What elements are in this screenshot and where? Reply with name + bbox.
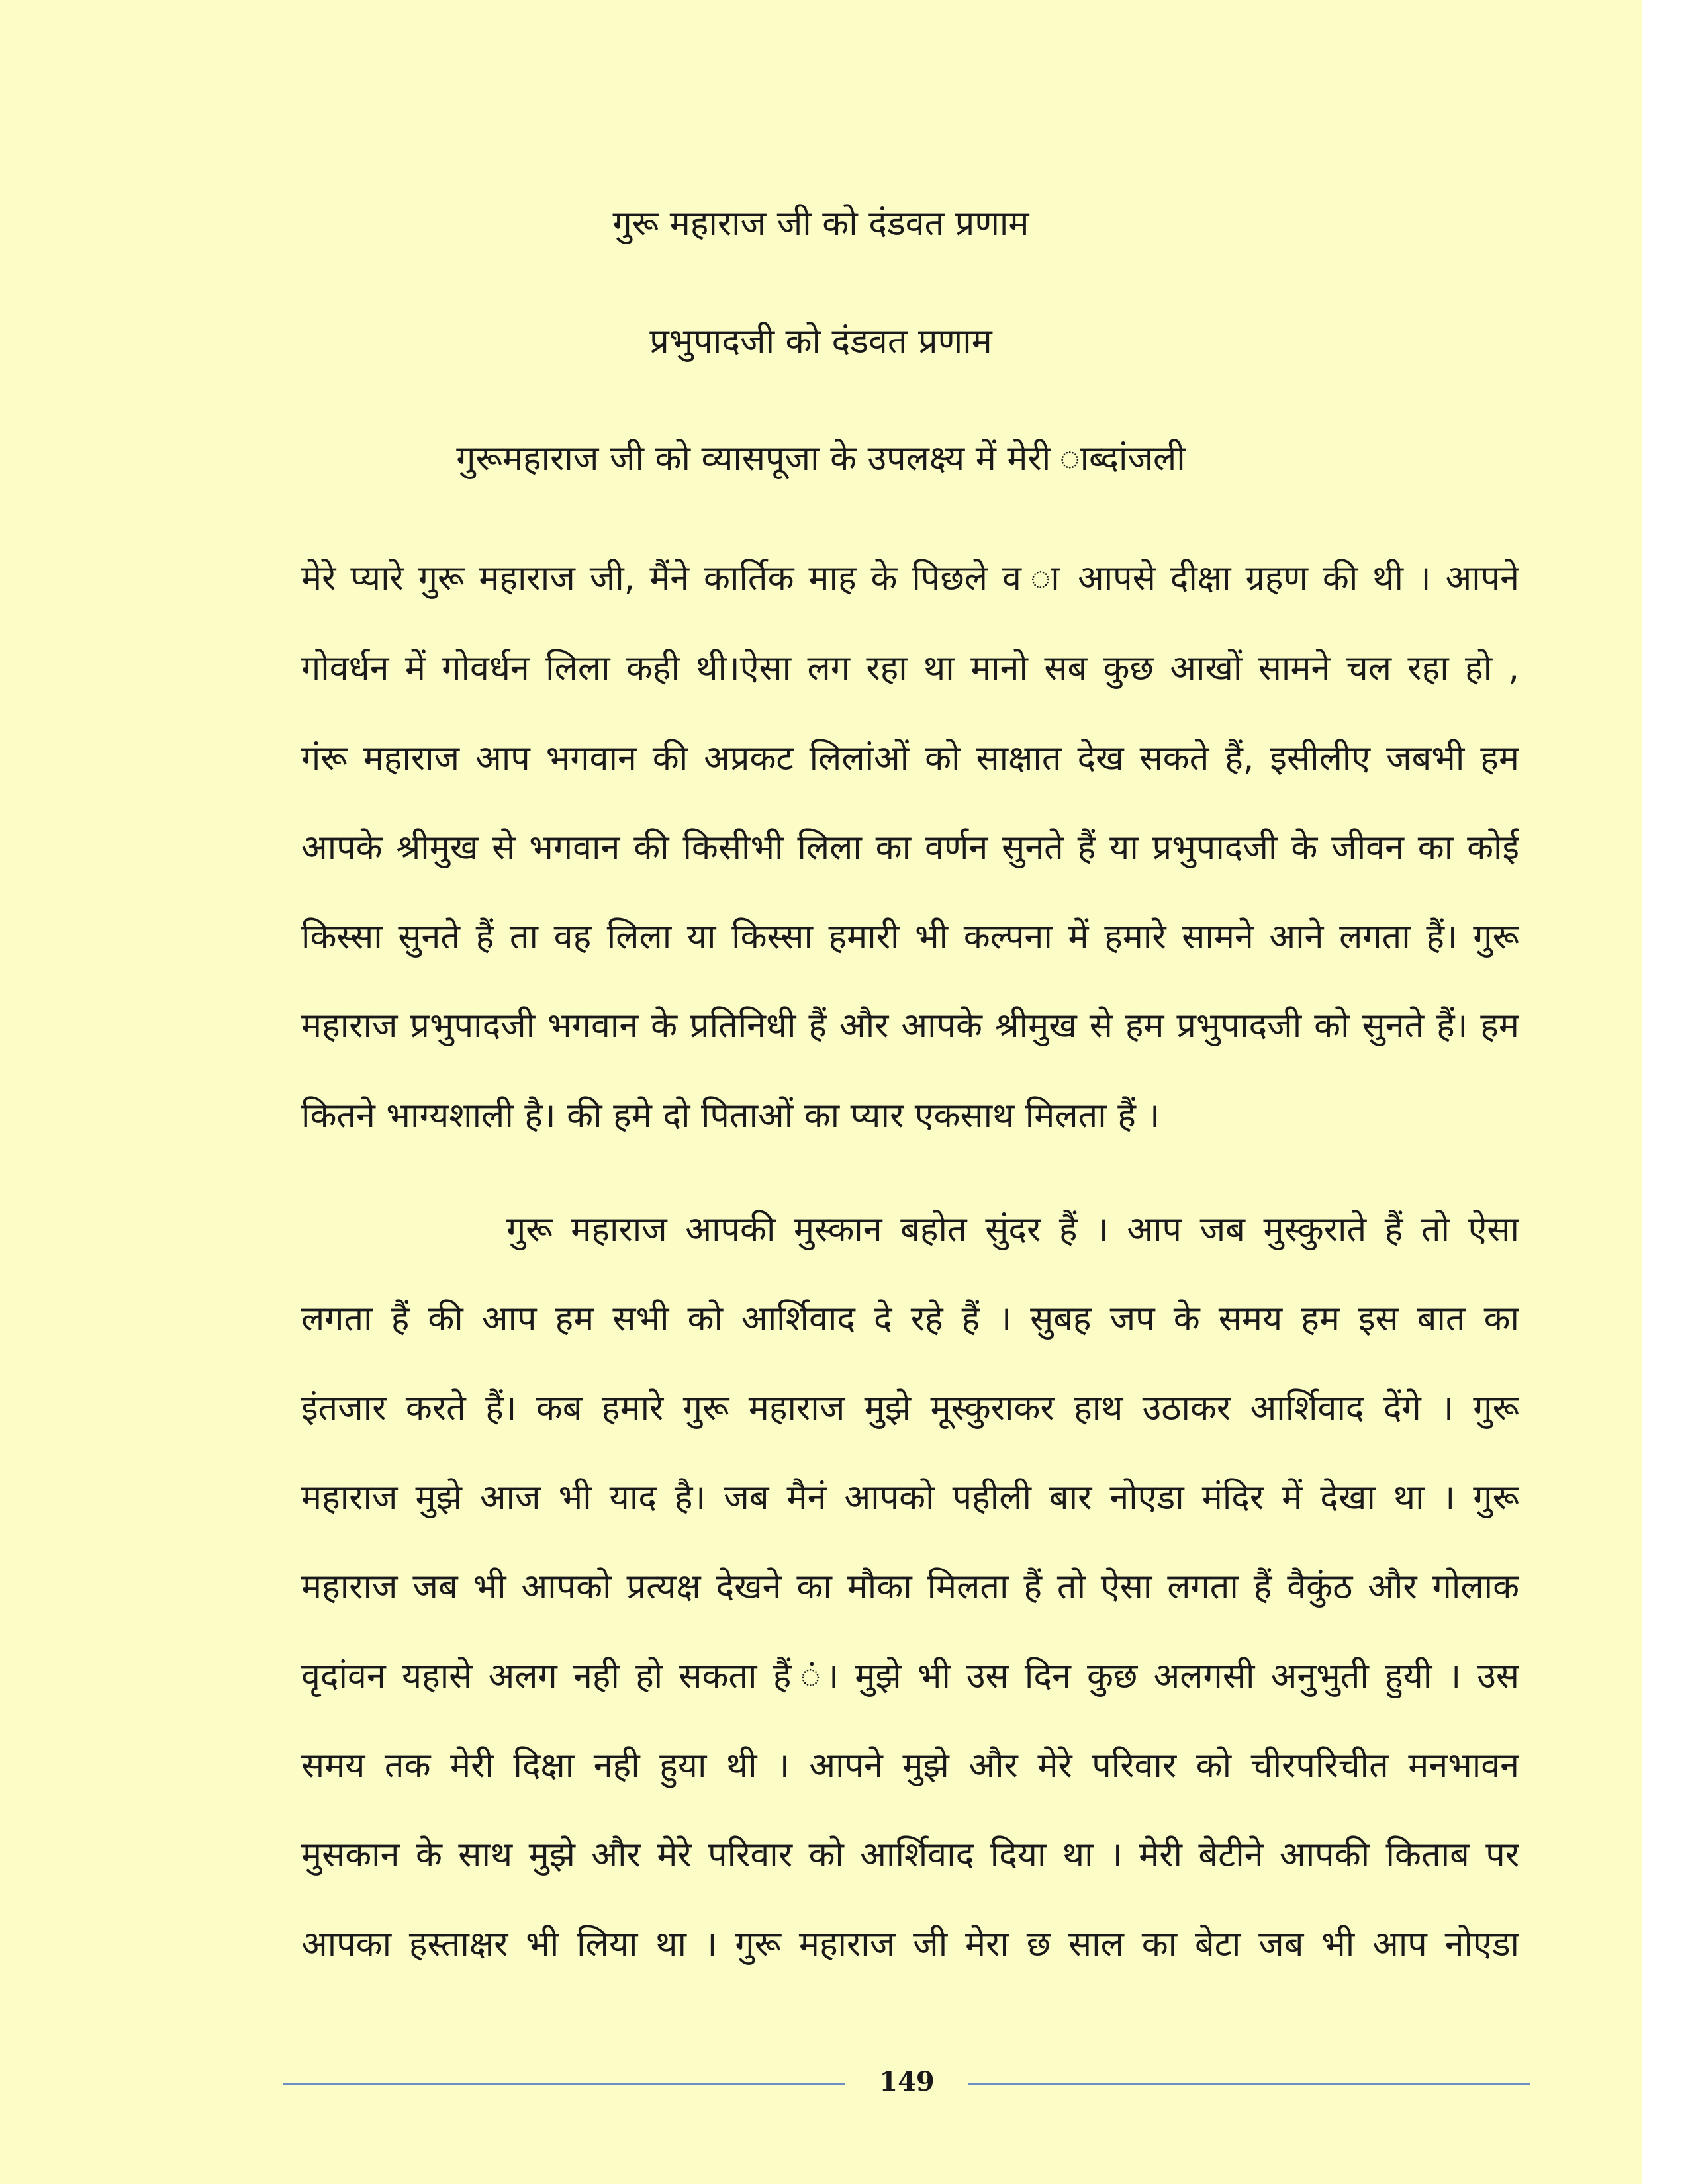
page-number: 149 (879, 2066, 935, 2097)
paragraph-line: वृदांवन यहासे अलग नही हो सकता हैं ं। मुझे भी उस दिन कुछ अलगसी अनुभुती हुयी । उस (301, 1657, 1519, 1696)
paragraph-line: आपका हस्ताक्षर भी लिया था । गुरू महाराज जी मेरा छ साल का बेटा जब भी आप नोएडा (301, 1925, 1519, 1964)
paragraph-line: मेरे प्यारे गुरू महाराज जी, मैंने कार्तिक माह के पिछले व ा आपसे दीक्षा ग्रहण की थी । आपने (301, 559, 1519, 598)
paragraph-line: महाराज प्रभुपादजी भगवान के प्रतिनिधी हैं और आपके श्रीमुख से हम प्रभुपादजी को सुनते हैं। हम (301, 1006, 1519, 1046)
heading-salutation-guru: गुरू महाराज जी को दंडवत प्रणाम (612, 204, 1029, 244)
paragraph-line: महाराज मुझे आज भी याद है। जब मैनं आपको पहीली बार नोएडा मंदिर में देखा था । गुरू (301, 1478, 1519, 1518)
paragraph-line: आपके श्रीमुख से भगवान की किसीभी लिला का वर्णन सुनते हैं या प्रभुपादजी के जीवन का कोई (301, 828, 1519, 868)
paragraph-line: किस्सा सुनते हैं ता वह लिला या किस्सा हमारी भी कल्पना में हमारे सामने आने लगता हैं। गुरू (301, 917, 1519, 957)
paragraph-line: लगता हैं की आप हम सभी को आर्शिवाद दे रहे हैं । सुबह जप के समय हम इस बात का (301, 1299, 1519, 1339)
paragraph-line: समय तक मेरी दिक्षा नही हुया थी । आपने मुझे और मेरे परिवार को चीरपरिचीत मनभावन (301, 1746, 1519, 1786)
paragraph-line: मुसकान के साथ मुझे और मेरे परिवार को आर्शिवाद दिया था । मेरी बेटीने आपकी किताब पर (301, 1835, 1519, 1875)
footer-rule-right (968, 2083, 1530, 2085)
paragraph-line: गंरू महाराज आप भगवान की अप्रकट लिलांओं को साक्षात देख सकते हैं, इसीलीए जबभी हम (301, 739, 1519, 778)
paragraph-line: कितने भाग्यशाली है। की हमे दो पिताओं का प्यार एकसाथ मिलता हैं । (301, 1096, 1160, 1136)
paragraph-line: गुरू महाराज आपकी मुस्कान बहोत सुंदर हैं । आप जब मुस्कुराते हैं तो ऐसा (506, 1210, 1519, 1250)
paragraph-line: गोवर्धन में गोवर्धन लिला कही थी।ऐसा लग रहा था मानो सब कुछ आखों सामने चल रहा हो , (301, 649, 1519, 688)
paragraph-line: इंतजार करते हैं। कब हमारे गुरू महाराज मुझे मूस्कुराकर हाथ उठाकर आर्शिवाद देंगे । गुरू (301, 1388, 1519, 1428)
heading-salutation-prabhupada: प्रभुपादजी को दंडवत प्रणाम (649, 322, 992, 361)
paragraph-line: महाराज जब भी आपको प्रत्यक्ष देखने का मौका मिलता हैं तो ऐसा लगता हैं वैकुंठ और गोलाक (301, 1567, 1519, 1607)
footer-rule-left (283, 2083, 845, 2085)
heading-title: गुरूमहाराज जी को व्यासपूजा के उपलक्ष्य में मेरी ाब्दांजली (456, 439, 1186, 478)
